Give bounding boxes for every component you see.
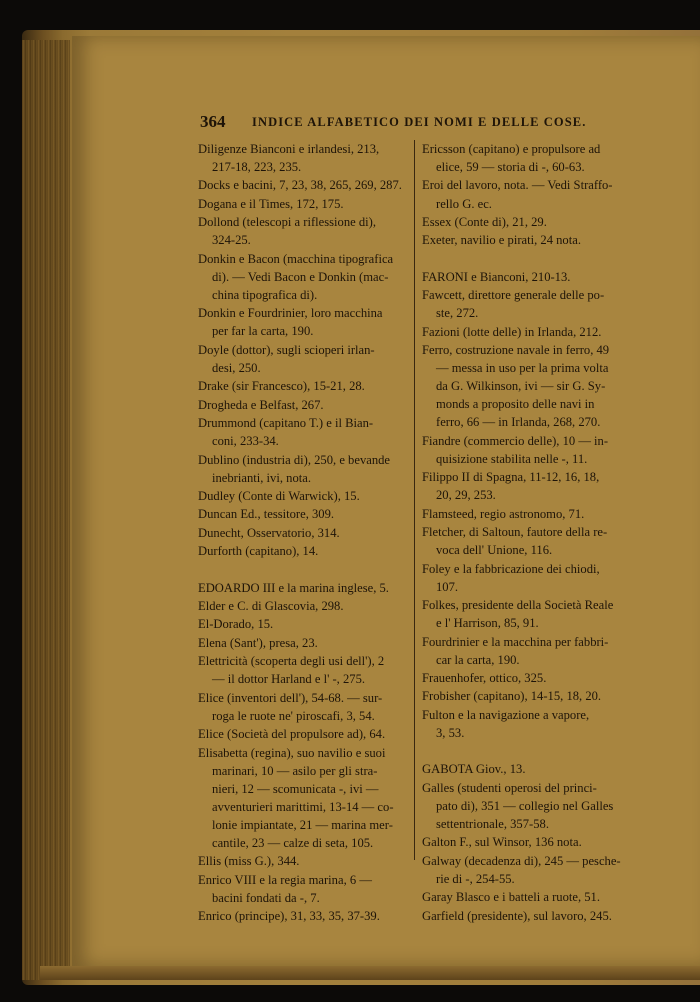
index-column-right <box>422 140 642 925</box>
index-entry <box>198 852 410 870</box>
index-entry <box>422 852 642 888</box>
index-entry-line: Foley e la fabbricazione dei chiodi, <box>422 561 600 576</box>
page-number: 364 <box>200 112 226 131</box>
index-entry-line: Elder e C. di Glascovia, 298. <box>198 599 344 613</box>
index-entry-line: Garay Blasco e i batteli a ruote, 51. <box>422 890 600 905</box>
index-entry <box>198 524 410 542</box>
index-entry-line: roga le ruote ne' piroscafi, 3, 54. <box>212 708 375 723</box>
index-entry-line: elice, 59 — storia di -, 60-63. <box>436 160 585 175</box>
index-entry-line: cantile, 23 — calze di seta, 105. <box>212 836 374 850</box>
index-entry-line: Exeter, navilio e pirati, 24 nota. <box>422 233 581 248</box>
section-gap <box>422 250 642 268</box>
index-entry <box>198 871 410 907</box>
index-entry <box>198 579 410 597</box>
index-entry-line: Folkes, presidente della Società Reale <box>422 598 614 613</box>
index-entry-line: Dunecht, Osservatorio, 314. <box>198 525 340 540</box>
index-entry-line: inebrianti, ivi, nota. <box>212 470 311 485</box>
index-entry-line: Enrico VIII e la regia marina, 6 — <box>198 872 372 887</box>
index-entry <box>198 140 410 176</box>
index-entry-line: Doyle (dottor), sugli scioperi irlan- <box>198 342 375 357</box>
index-entry <box>198 652 410 688</box>
section-gap <box>422 742 642 760</box>
index-entry <box>422 760 642 778</box>
index-entry-line: coni, 233-34. <box>212 434 279 449</box>
index-entry <box>422 523 642 559</box>
index-entry <box>198 304 410 340</box>
index-entry-line: Galles (studenti operosi del princi- <box>422 780 597 795</box>
index-entry <box>198 542 410 560</box>
index-entry-line: Enrico (principe), 31, 33, 35, 37-39. <box>198 909 380 924</box>
index-entry-line: Elena (Sant'), presa, 23. <box>198 635 318 650</box>
index-entry-line: Elettricità (scoperta degli usi dell'), 2 <box>198 654 385 669</box>
index-entry <box>198 505 410 523</box>
index-entry <box>422 907 642 925</box>
index-entry-line: Donkin e Bacon (macchina tipografica <box>198 251 394 266</box>
index-entry <box>198 396 410 414</box>
index-entry-line: 107. <box>436 579 459 594</box>
index-entry-line: Garfield (presidente), sul lavoro, 245. <box>422 908 612 923</box>
index-entry-line: car la carta, 190. <box>436 652 520 667</box>
index-entry <box>422 213 642 231</box>
page-header <box>200 112 670 136</box>
index-entry-line: desi, 250. <box>212 360 261 375</box>
index-entry-line: voca dell' Unione, 116. <box>436 543 553 558</box>
index-entry-line: EDOARDO III e la marina inglese, 5. <box>198 580 389 595</box>
index-entry-line: — messa in uso per la prima volta <box>436 361 609 376</box>
index-entry <box>422 432 642 468</box>
index-entry-line: Docks e bacini, 7, 23, 38, 265, 269, 287. <box>198 178 402 193</box>
index-entry-line: Eroi del lavoro, nota. — Vedi Straffo- <box>422 178 613 193</box>
index-entry-line: ferro, 66 — in Irlanda, 268, 270. <box>436 415 601 430</box>
index-entry-line: Dublino (industria di), 250, e bevande <box>198 452 391 467</box>
index-entry <box>198 341 410 377</box>
index-entry <box>422 596 642 632</box>
index-entry-line: Donkin e Fourdrinier, loro macchina <box>198 306 383 321</box>
index-entry <box>198 414 410 450</box>
index-entry <box>198 725 410 743</box>
bottom-page-edge <box>40 966 700 980</box>
index-entry-line: lonie impiantate, 21 — marina mer- <box>212 817 393 832</box>
index-entry-line: Drogheda e Belfast, 267. <box>198 397 324 412</box>
index-entry-line: pato di), 351 — collegio nel Galles <box>436 798 614 813</box>
index-entry <box>422 268 642 286</box>
index-column-left <box>198 140 410 926</box>
index-entry-line: Fulton e la navigazione a vapore, <box>422 707 590 722</box>
index-entry-line: di). — Vedi Bacon e Donkin (mac- <box>212 269 389 284</box>
index-entry-line: Durforth (capitano), 14. <box>198 544 319 559</box>
index-entry-line: 217-18, 223, 235. <box>212 160 302 175</box>
index-entry-line: e l' Harrison, 85, 91. <box>436 616 539 631</box>
index-entry <box>422 176 642 212</box>
index-entry <box>198 213 410 249</box>
index-entry <box>198 689 410 725</box>
index-entry-line: 20, 29, 253. <box>436 488 496 503</box>
index-entry-line: nieri, 12 — scomunicata -, ivi — <box>212 781 379 796</box>
index-entry-line: Fawcett, direttore generale delle po- <box>422 288 605 303</box>
index-entry-line: Fazioni (lotte delle) in Irlanda, 212. <box>422 324 602 339</box>
index-entry-line: Flamsteed, regio astronomo, 71. <box>422 506 585 521</box>
index-entry-line: Diligenze Bianconi e irlandesi, 213, <box>198 142 380 156</box>
column-divider <box>414 140 415 860</box>
index-entry-line: Dudley (Conte di Warwick), 15. <box>198 489 360 504</box>
index-entry-line: rie di -, 254-55. <box>436 871 515 886</box>
index-entry <box>422 888 642 906</box>
index-entry-line: marinari, 10 — asilo per gli stra- <box>212 763 378 778</box>
index-entry <box>198 377 410 395</box>
index-entry-line: Elice (inventori dell'), 54-68. — sur- <box>198 690 383 705</box>
index-entry-line: Frobisher (capitano), 14-15, 18, 20. <box>422 689 602 704</box>
index-entry <box>422 505 642 523</box>
index-entry-line: Ericsson (capitano) e propulsore ad <box>422 142 601 156</box>
index-entry-line: FARONI e Bianconi, 210-13. <box>422 269 571 284</box>
index-entry-line: Essex (Conte di), 21, 29. <box>422 214 547 229</box>
index-entry-line: ste, 272. <box>436 306 479 321</box>
index-entry-line: Drummond (capitano T.) e il Bian- <box>198 416 374 431</box>
index-entry-line: Ellis (miss G.), 344. <box>198 854 300 869</box>
index-entry-line: monds a proposito delle navi in <box>436 397 595 412</box>
index-entry <box>422 323 642 341</box>
index-entry <box>198 615 410 633</box>
index-entry-line: Galton F., sul Winsor, 136 nota. <box>422 835 582 850</box>
index-entry <box>422 560 642 596</box>
index-entry <box>198 176 410 194</box>
index-entry <box>422 231 642 249</box>
index-entry-line: Galway (decadenza di), 245 — pesche- <box>422 853 621 868</box>
index-entry <box>198 744 410 853</box>
index-entry-line: avventurieri marittimi, 13-14 — co- <box>212 799 394 814</box>
index-entry <box>198 250 410 304</box>
index-entry <box>422 687 642 705</box>
page-edges <box>22 40 70 980</box>
index-entry-line: settentrionale, 357-58. <box>436 816 549 831</box>
index-entry <box>422 468 642 504</box>
index-entry-line: GABOTA Giov., 13. <box>422 762 526 777</box>
index-entry-line: Fletcher, di Saltoun, fautore della re- <box>422 525 608 540</box>
index-entry-line: Duncan Ed., tessitore, 309. <box>198 507 335 522</box>
index-entry-line: china tipografica di). <box>212 287 318 302</box>
index-entry-line: Elice (Società del propulsore ad), 64. <box>198 727 386 742</box>
index-entry-line: 324-25. <box>212 233 251 248</box>
index-entry-line: 3, 53. <box>436 725 465 740</box>
index-entry-line: Dollond (telescopi a riflessione di), <box>198 215 377 230</box>
index-entry-line: Frauenhofer, ottico, 325. <box>422 671 547 686</box>
index-entry <box>422 341 642 431</box>
index-entry-line: quisizione stabilita nelle -, 11. <box>436 451 588 466</box>
index-entry <box>198 195 410 213</box>
index-entry-line: — il dottor Harland e l' -, 275. <box>212 672 366 687</box>
index-entry-line: Elisabetta (regina), suo navilio e suoi <box>198 745 386 760</box>
index-entry <box>198 451 410 487</box>
index-entry-line: per far la carta, 190. <box>212 324 314 339</box>
index-entry-line: Drake (sir Francesco), 15-21, 28. <box>198 379 365 394</box>
index-entry-line: Filippo II di Spagna, 11-12, 16, 18, <box>422 470 600 485</box>
index-entry <box>422 833 642 851</box>
index-entry-line: bacini fondati da -, 7. <box>212 890 320 905</box>
index-entry <box>198 907 410 925</box>
index-entry-line: Ferro, costruzione navale in ferro, 49 <box>422 343 610 358</box>
index-entry <box>422 286 642 322</box>
index-entry <box>422 706 642 742</box>
index-entry <box>198 634 410 652</box>
index-entry-line: da G. Wilkinson, ivi — sir G. Sy- <box>436 379 606 394</box>
index-entry <box>422 779 642 833</box>
index-entry <box>198 487 410 505</box>
index-entry <box>422 140 642 176</box>
index-entry-line: Dogana e il Times, 172, 175. <box>198 196 344 211</box>
index-entry <box>198 597 410 615</box>
running-title: INDICE ALFABETICO DEI NOMI E DELLE COSE. <box>252 115 587 129</box>
index-entry <box>422 669 642 687</box>
index-entry-line: Fiandre (commercio delle), 10 — in- <box>422 433 609 448</box>
section-gap <box>198 561 410 579</box>
index-entry <box>422 633 642 669</box>
index-entry-line: Fourdrinier e la macchina per fabbri- <box>422 634 609 649</box>
index-entry-line: rello G. ec. <box>436 196 492 211</box>
index-entry-line: El-Dorado, 15. <box>198 617 274 632</box>
